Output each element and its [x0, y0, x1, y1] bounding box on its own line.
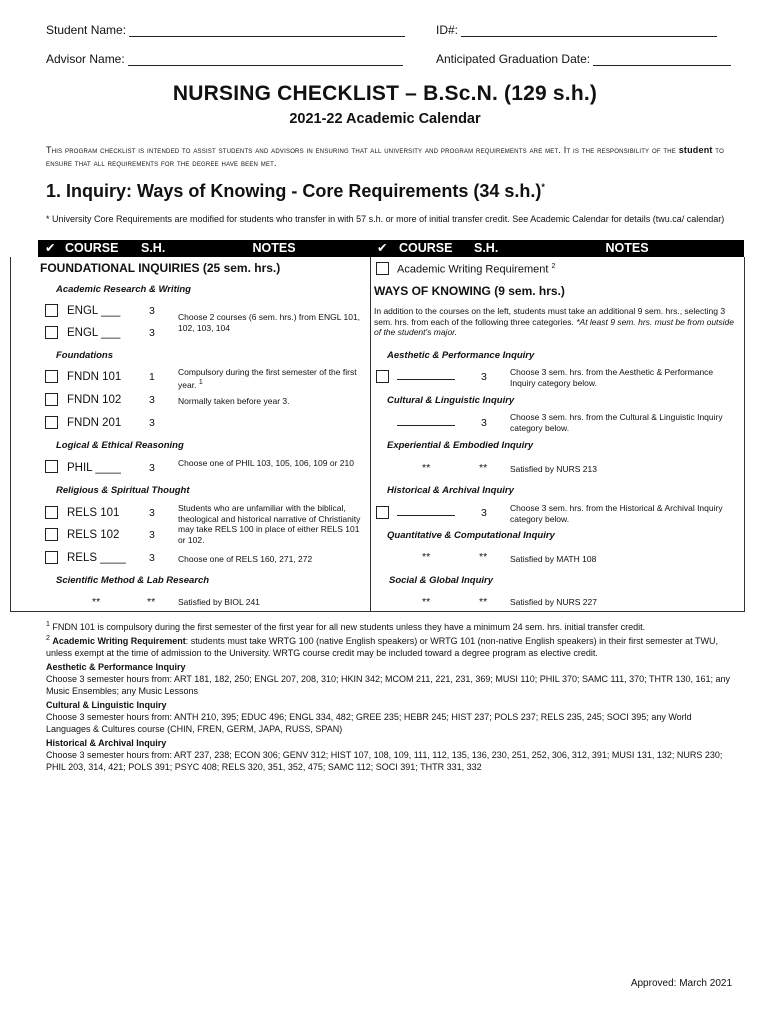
quantitative-heading: Quantitative & Computational Inquiry: [387, 530, 555, 541]
quantitative-course: **: [422, 551, 431, 563]
social-course: **: [422, 596, 431, 608]
experiential-sh: **: [479, 462, 488, 474]
cultural-heading: Cultural & Linguistic Inquiry: [387, 395, 515, 406]
engl2-sh: 3: [149, 327, 155, 339]
engl2-course: ENGL ___: [67, 327, 121, 339]
cultural-course-blank[interactable]: [397, 417, 455, 429]
historical-sh: 3: [481, 507, 487, 519]
right-course-header: COURSE: [399, 241, 453, 255]
id-field[interactable]: [436, 23, 717, 37]
social-sh: **: [479, 596, 488, 608]
engl1-checkbox[interactable]: [45, 304, 58, 317]
right-notes-header: NOTES: [605, 241, 649, 255]
fndn101-sh: 1: [149, 371, 155, 383]
historical-list-heading: Historical & Archival Inquiry: [46, 738, 167, 748]
footnote-2-num: 2: [46, 635, 50, 642]
aesthetic-heading: Aesthetic & Performance Inquiry: [387, 350, 535, 361]
fndn201-sh: 3: [149, 417, 155, 429]
table-left-border: [10, 257, 11, 612]
table-middle-divider: [370, 257, 371, 612]
section1-heading: [46, 181, 545, 202]
graduation-label: Anticipated Graduation Date:: [436, 52, 591, 66]
rels-other-checkbox[interactable]: [45, 551, 58, 564]
rels-note: Students who are unfamiliar with the biblical, theological and historical narrative of Christianity may take RELS 100 in place of either RELS 101 or 102.: [178, 503, 361, 545]
cultural-list-text: Choose 3 semester hours from: ANTH 210, 395; EDUC 496; ENGL 334, 482; GREE 235; HEBR 245; HIST 237; POLS 237; RELS 235, 245; SOCI 395; any World Languages & Cultures course (CHIN, FREN, GERM, JAPA, RUSS, SPAN): [46, 712, 692, 734]
id-label: ID#:: [436, 23, 459, 37]
historical-list-text: Choose 3 semester hours from: ART 237, 238; ECON 306; GENV 312; HIST 107, 108, 109, 111, 112, 135, 136, 230, 251, 252, 306, 312, 391; MUSI 131, 132; NURS 230; PHIL 203, 314, 421; POLS 391; PSYC 408; RELS 320, 351, 352, 475; SAMC 112; SOCI 391; THTR 331, 332: [46, 750, 723, 772]
writing-req-checkbox[interactable]: [376, 262, 389, 275]
historical-checkbox[interactable]: [376, 506, 389, 519]
fndn102-sh: 3: [149, 394, 155, 406]
phil-note: Choose one of PHIL 103, 105, 106, 109 or 210: [178, 458, 354, 468]
cultural-list: [46, 699, 738, 735]
aesthetic-course-blank[interactable]: [397, 371, 455, 383]
graduation-line[interactable]: [593, 54, 731, 66]
social-heading: Social & Global Inquiry: [389, 575, 493, 586]
intro-part1: This program checklist is intended to assist students and advisors in ensuring that all university and program requirements are met. It is the responsibility of the: [46, 145, 679, 155]
phil-course: PHIL ____: [67, 462, 121, 474]
experiential-heading: Experiential & Embodied Inquiry: [387, 440, 534, 451]
intro-student: student: [678, 145, 713, 155]
cultural-note: Choose 3 sem. hrs. from the Cultural & Linguistic Inquiry category below.: [510, 412, 723, 433]
student-name-label: Student Name:: [46, 23, 127, 37]
religious-heading: Religious & Spiritual Thought: [56, 485, 190, 496]
sci-course: **: [92, 596, 101, 608]
left-course-header: COURSE: [65, 241, 119, 255]
quantitative-sh: **: [479, 551, 488, 563]
right-check-header: ✔: [377, 241, 388, 255]
ways-heading: WAYS OF KNOWING (9 sem. hrs.): [374, 284, 565, 298]
intro-text: [46, 144, 738, 170]
aesthetic-list: [46, 661, 738, 697]
footnote-2-text: : students must take WRTG 100 (native English speakers) or WRTG 101 (non-native English speakers) in their first semester at TWU, unless exempt at the time of admission to the University. WRTG course credit may be included toward a degree program as elective credit.: [46, 636, 719, 658]
section1-title: 1. Inquiry: Ways of Knowing - Core Requirements (34 s.h.): [46, 181, 542, 201]
graduation-date-field[interactable]: [436, 52, 731, 66]
table-right-border: [744, 257, 745, 612]
writing-req-text: Academic Writing Requirement: [397, 263, 549, 276]
historical-list: [46, 737, 738, 773]
aesthetic-list-text: Choose 3 semester hours from: ART 181, 182, 250; ENGL 207, 208, 310; HKIN 342; MCOM 211, 221, 231, 369; MUSI 110; PHIL 370; SAMC 111, 370; THTR 130, 161; any Music Ensembles; any Music Lessons: [46, 674, 731, 696]
engl-note: Choose 2 courses (6 sem. hrs.) from ENGL 101, 102, 103, 104: [178, 312, 361, 333]
ways-note-a: In addition to the courses on the left, students must take an additional 9 sem. hrs., selecting 3 sem. hrs. from each of the following three categories.: [374, 306, 726, 327]
advisor-name-field[interactable]: [46, 52, 403, 66]
advisor-label: Advisor Name:: [46, 52, 125, 66]
cultural-sh: 3: [481, 417, 487, 429]
rels102-checkbox[interactable]: [45, 528, 58, 541]
cultural-list-heading: Cultural & Linguistic Inquiry: [46, 700, 167, 710]
historical-note: Choose 3 sem. hrs. from the Historical & Archival Inquiry category below.: [510, 503, 723, 524]
phil-checkbox[interactable]: [45, 460, 58, 473]
fndn102-course: FNDN 102: [67, 394, 122, 406]
core-note: * University Core Requirements are modified for students who transfer in with 57 s.h. or more of initial transfer credit. See Academic Calendar for details (twu.ca/ calendar): [46, 214, 725, 224]
id-line[interactable]: [461, 25, 717, 37]
intro-part2: to ensure that all requirements for the degree have been met.: [46, 145, 724, 168]
footnote-1-text: FNDN 101 is compulsory during the first semester of the first year for all new students unless they have a minimum 24 sem. hrs. initial transfer credit.: [49, 622, 646, 632]
section1-mark: *: [541, 182, 545, 192]
experiential-course: **: [422, 462, 431, 474]
foundational-heading: FOUNDATIONAL INQUIRIES (25 sem. hrs.): [40, 261, 281, 275]
right-sh-header: S.H.: [474, 241, 499, 255]
ways-note-b: *At least 9 sem. hrs. must be from outside of the student's major.: [374, 316, 735, 337]
student-name-field[interactable]: [46, 23, 405, 37]
student-name-line[interactable]: [129, 25, 405, 37]
engl1-course: ENGL ___: [67, 305, 121, 317]
fndn101-note-text: Compulsory during the first semester of the first year.: [178, 367, 357, 390]
rels-other-sh: 3: [149, 552, 155, 564]
footnote-1: [46, 619, 738, 633]
footnotes: [46, 619, 738, 659]
fndn101-sup: 1: [198, 378, 203, 386]
rels102-sh: 3: [149, 529, 155, 541]
fndn201-course: FNDN 201: [67, 417, 122, 429]
social-note: Satisfied by NURS 227: [510, 597, 597, 607]
aesthetic-sh: 3: [481, 371, 487, 383]
engl2-checkbox[interactable]: [45, 326, 58, 339]
rels101-sh: 3: [149, 507, 155, 519]
page-title: NURSING CHECKLIST – B.Sc.N. (129 s.h.): [172, 82, 598, 105]
experiential-note: Satisfied by NURS 213: [510, 464, 597, 474]
rels-other-course: RELS ____: [67, 552, 126, 564]
aesthetic-list-heading: Aesthetic & Performance Inquiry: [46, 662, 186, 672]
fndn102-checkbox[interactable]: [45, 393, 58, 406]
sci-sh: **: [147, 596, 156, 608]
left-sh-header: S.H.: [141, 241, 166, 255]
ways-note: [374, 306, 740, 338]
page-subtitle: 2021-22 Academic Calendar: [289, 111, 481, 127]
rels102-course: RELS 102: [67, 529, 120, 541]
fndn101-note: [178, 367, 366, 390]
fndn101-course: FNDN 101: [67, 371, 122, 383]
footnote-2-bold: Academic Writing Requirement: [52, 636, 186, 646]
foundations-heading: Foundations: [56, 350, 113, 361]
fndn102-note: Normally taken before year 3.: [178, 396, 290, 406]
historical-course-blank[interactable]: [397, 507, 455, 519]
writing-req: [397, 263, 555, 276]
advisor-line[interactable]: [128, 54, 403, 66]
fndn201-checkbox[interactable]: [45, 416, 58, 429]
left-check-header: ✔: [45, 241, 56, 255]
rels101-checkbox[interactable]: [45, 506, 58, 519]
fndn101-checkbox[interactable]: [45, 370, 58, 383]
approved-date: Approved: March 2021: [630, 978, 732, 989]
checklist-table: [38, 240, 744, 612]
rels101-course: RELS 101: [67, 507, 120, 519]
logical-heading: Logical & Ethical Reasoning: [56, 440, 184, 451]
table-bottom-border: [10, 611, 745, 612]
scientific-heading: Scientific Method & Lab Research: [56, 575, 210, 586]
engl1-sh: 3: [149, 305, 155, 317]
academic-research-heading: Academic Research & Writing: [56, 284, 191, 295]
sci-note: Satisfied by BIOL 241: [178, 597, 260, 607]
footnote-2: [46, 633, 738, 659]
writing-req-sup: 2: [551, 263, 556, 270]
footnote-1-num: 1: [46, 621, 50, 628]
quantitative-note: Satisfied by MATH 108: [510, 554, 597, 564]
historical-heading: Historical & Archival Inquiry: [387, 485, 514, 496]
phil-sh: 3: [149, 462, 155, 474]
rels-other-note: Choose one of RELS 160, 271, 272: [178, 554, 313, 564]
left-notes-header: NOTES: [252, 241, 296, 255]
aesthetic-checkbox[interactable]: [376, 370, 389, 383]
aesthetic-note: Choose 3 sem. hrs. from the Aesthetic & Performance Inquiry category below.: [510, 367, 714, 388]
